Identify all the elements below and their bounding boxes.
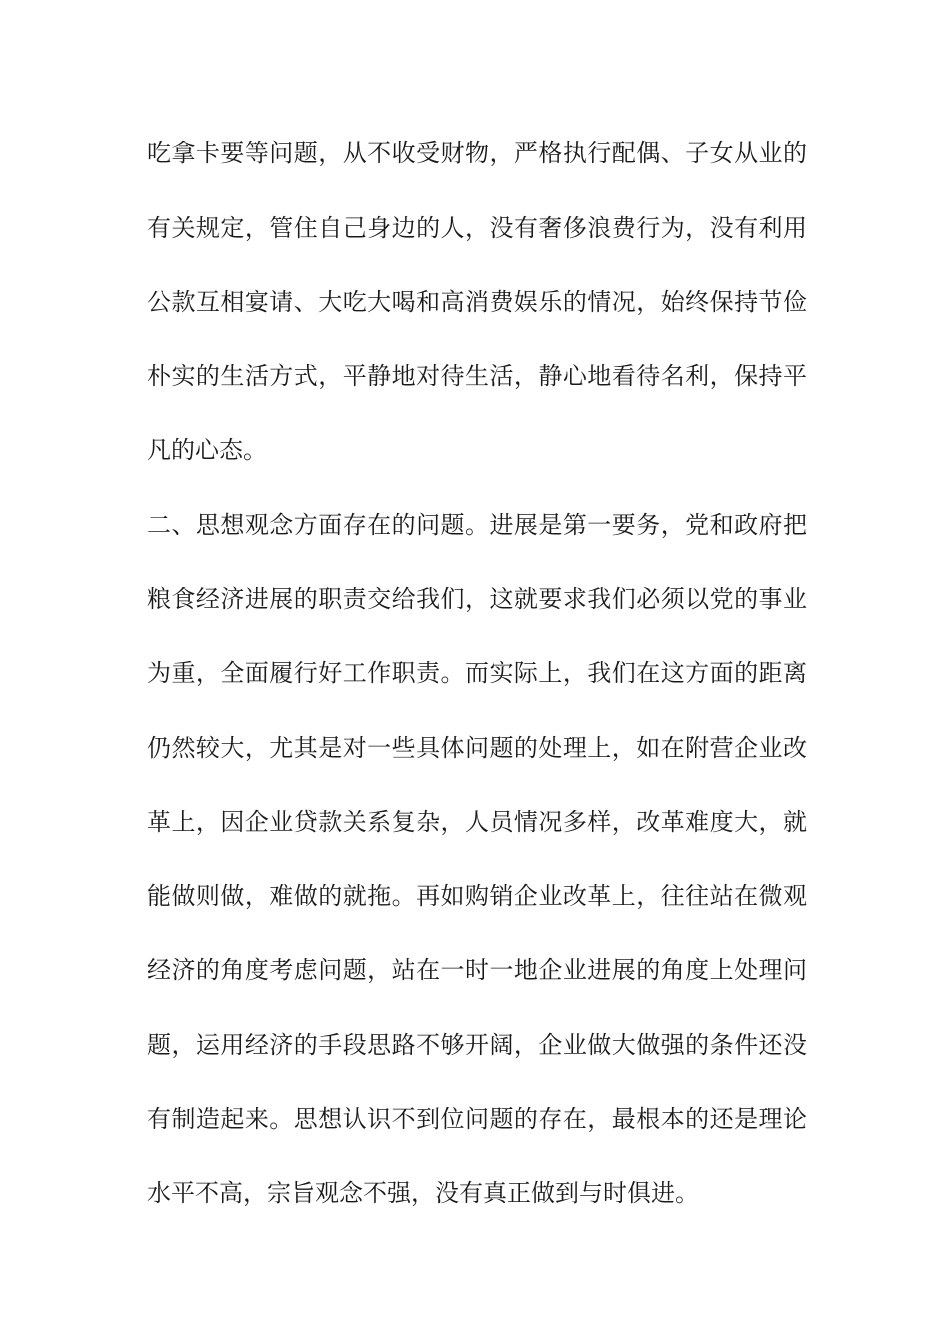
text-line: 水平不高，宗旨观念不强，没有真正做到与时俱进。 (147, 1179, 699, 1207)
text-line: 能做则做，难做的就拖。再如购销企业改革上，往往站在微观 (147, 882, 807, 910)
text-line: 公款互相宴请、大吃大喝和高消费娱乐的情况，始终保持节俭 (147, 288, 807, 316)
text-line: 有关规定，管住自己身边的人，没有奢侈浪费行为，没有利用 (147, 214, 807, 242)
text-line: 题，运用经济的手段思路不够开阔，企业做大做强的条件还没 (147, 1031, 807, 1059)
text-line: 粮食经济进展的职责交给我们，这就要求我们必须以党的事业 (147, 585, 807, 613)
text-line: 凡的心态。 (147, 436, 267, 464)
text-line: 朴实的生活方式，平静地对待生活，静心地看待名利，保持平 (147, 362, 807, 390)
text-line: 经济的角度考虑问题，站在一时一地企业进展的角度上处理问 (147, 956, 807, 984)
text-line: 革上，因企业贷款关系复杂，人员情况多样，改革难度大，就 (147, 808, 807, 836)
text-line: 吃拿卡要等问题，从不收受财物，严格执行配偶、子女从业的 (147, 139, 807, 167)
section-heading-line: 二、思想观念方面存在的问题。进展是第一要务，党和政府把 (147, 511, 807, 539)
text-line: 有制造起来。思想认识不到位问题的存在，最根本的还是理论 (147, 1105, 807, 1133)
text-line: 仍然较大，尤其是对一些具体问题的处理上，如在附营企业改 (147, 734, 807, 762)
text-line: 为重，全面履行好工作职责。而实际上，我们在这方面的距离 (147, 659, 807, 687)
